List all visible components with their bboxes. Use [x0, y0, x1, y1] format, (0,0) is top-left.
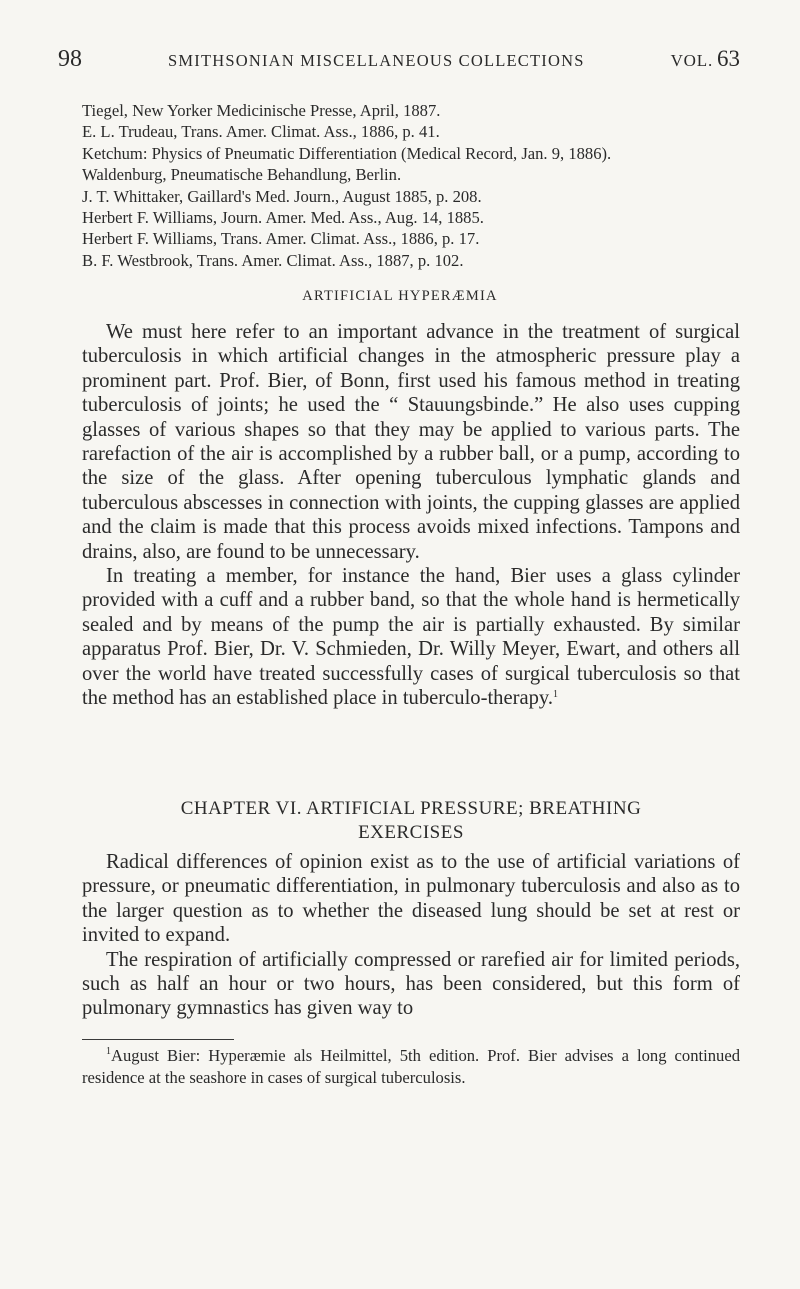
reference-list	[82, 100, 740, 271]
reference-item: Herbert F. Williams, Trans. Amer. Climat. Ass., 1886, p. 17.	[82, 229, 480, 249]
body-paragraph: Radical differences of opinion exist as to the use of artificial variations of pressure, or pneumatic differentiation, in pulmonary tuberculosis and also as to the larger question as to whether the diseased lung should be set at rest or invited to expand.	[82, 851, 740, 947]
page-number: 98	[58, 46, 82, 72]
section-body	[82, 320, 740, 711]
footnote-text: August Bier: Hyperæmie als Heilmittel, 5th edition. Prof. Bier advises a long continued residence at the seashore in cases of surgical tuberculosis.	[82, 1046, 740, 1087]
running-head-title: SMITHSONIAN MISCELLANEOUS COLLECTIONS	[168, 51, 585, 70]
footnote-paragraph	[82, 1045, 740, 1088]
body-paragraph-text: In treating a member, for instance the hand, Bier uses a glass cylinder provided with a cuff and a rubber band, so that the whole hand is hermetically sealed and by means of the pump the air is partially exhausted. By similar apparatus Prof. Bier, Dr. V. Schmieden, Dr. Willy Meyer, Ewart, and others all over the world have treated successfully cases of surgical tuberculosis so that the method has an established place in tuberculo-therapy.	[82, 565, 740, 710]
volume-label-text: VOL.	[670, 51, 713, 70]
reference-item: E. L. Trudeau, Trans. Amer. Climat. Ass., 1886, p. 41.	[82, 122, 440, 142]
reference-item: B. F. Westbrook, Trans. Amer. Climat. Ass., 1887, p. 102.	[82, 250, 464, 270]
chapter-heading	[82, 797, 740, 845]
chapter-body	[82, 850, 740, 1021]
footnote	[82, 1045, 740, 1088]
reference-item: J. T. Whittaker, Gaillard's Med. Journ., August 1885, p. 208.	[82, 186, 482, 206]
footnote-rule	[82, 1039, 234, 1040]
reference-item: Tiegel, New Yorker Medicinische Presse, April, 1887.	[82, 101, 441, 120]
chapter-heading-line: EXERCISES	[358, 822, 464, 843]
reference-item: Ketchum: Physics of Pneumatic Differentiation (Medical Record, Jan. 9, 1886).	[82, 143, 612, 163]
running-head	[58, 46, 740, 73]
volume-label	[671, 46, 740, 72]
chapter-heading-line: CHAPTER VI. ARTIFICIAL PRESSURE; BREATHING	[180, 798, 642, 819]
footnote-marker[interactable]: 1	[553, 689, 559, 701]
reference-item: Waldenburg, Pneumatische Behandlung, Berlin.	[82, 165, 402, 185]
volume-number: 63	[717, 46, 740, 71]
reference-item: Herbert F. Williams, Journ. Amer. Med. Ass., Aug. 14, 1885.	[82, 208, 484, 228]
section-heading: ARTIFICIAL HYPERÆMIA	[302, 288, 498, 304]
body-paragraph: The respiration of artificially compressed or rarefied air for limited periods, such as half an hour or two hours, has been considered, but this form of pulmonary gymnastics has given way to	[82, 948, 740, 1020]
footnote-number: 1	[106, 1046, 111, 1057]
body-paragraph	[82, 564, 740, 710]
body-paragraph: We must here refer to an important advance in the treatment of surgical tuberculosis in which artificial changes in the atmospheric pressure play a prominent part. Prof. Bier, of Bonn, first used his famous method in treating tuberculosis of joints; he used the “ Stauungsbinde.” He also uses cupping glasses of various shapes so that they may be applied to various parts. The rarefaction of the air is accomplished by a rubber ball, or a pump, according to the size of the glass. After opening tuberculous lymphatic glands and tuberculous abscesses in connection with joints, the cupping glasses are applied and the claim is made that this process avoids mixed infections. Tampons and drains, also, are found to be unnecessary.	[82, 321, 740, 563]
